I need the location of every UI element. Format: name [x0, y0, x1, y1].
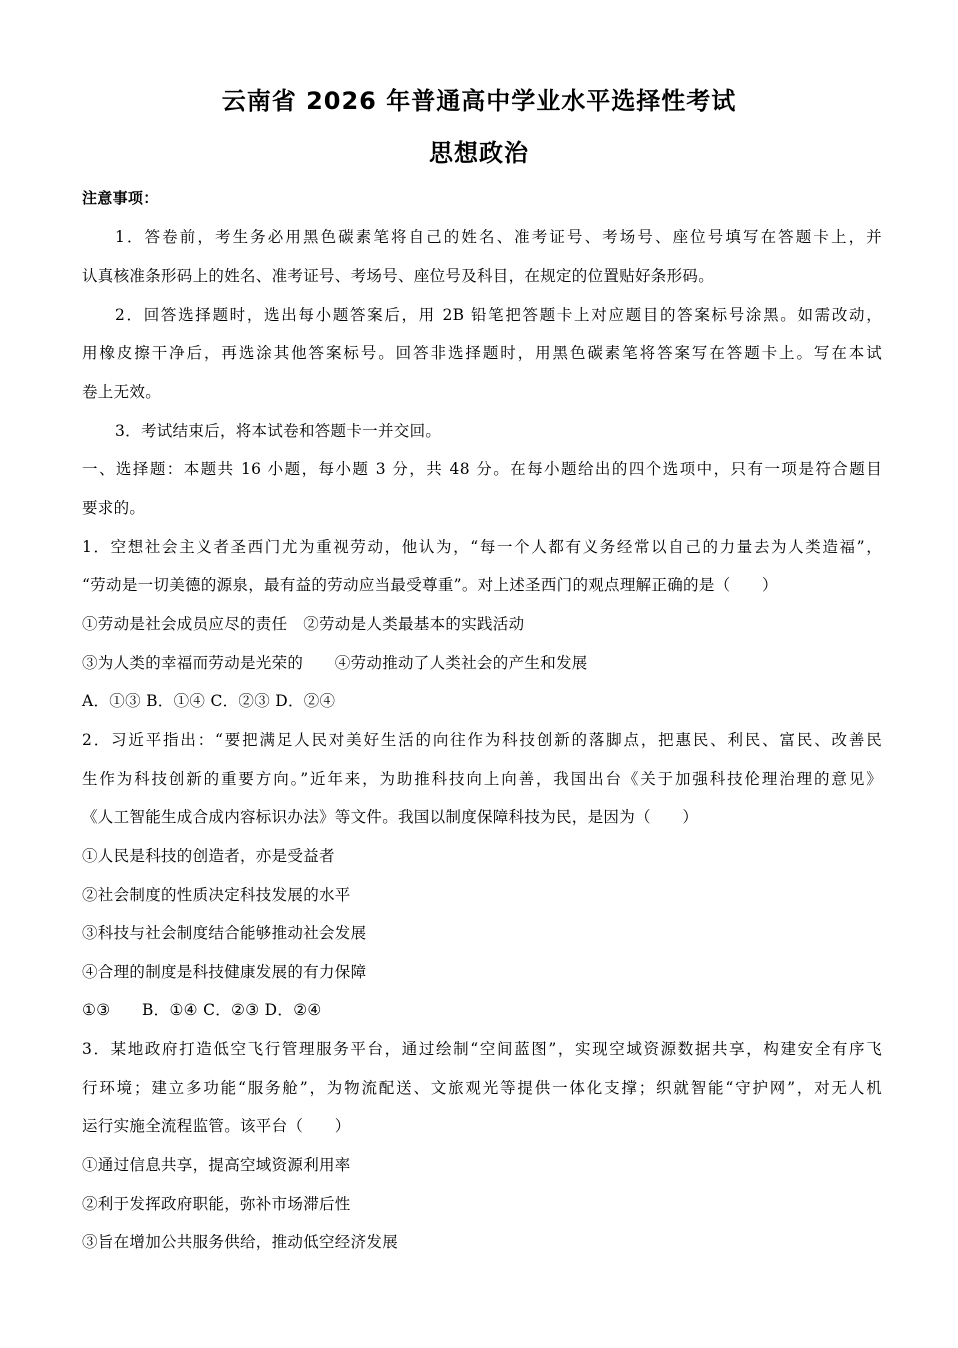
question-3-line-1: 3．某地政府打造低空飞行管理服务平台，通过绘制“空间蓝图”，实现空域资源数据共享，构建安全有序飞 [82, 1040, 882, 1058]
question-1-options-line-2: ③为人类的幸福而劳动是光荣的 ④劳动推动了人类社会的产生和发展 [82, 654, 588, 672]
question-1-line-2: “劳动是一切美德的源泉，最有益的劳动应当最受尊重”。对上述圣西门的观点理解正确的是（ ） [82, 576, 778, 594]
question-1-options-line-1: ①劳动是社会成员应尽的责任 ②劳动是人类最基本的实践活动 [82, 615, 525, 633]
notice-item-3: 3．考试结束后，将本试卷和答题卡一并交回。 [115, 422, 442, 440]
exam-title: 云南省 2026 年普通高中学业水平选择性考试 [221, 87, 737, 115]
question-3-option-2: ②利于发挥政府职能，弥补市场滞后性 [82, 1195, 351, 1213]
question-3-option-1: ①通过信息共享，提高空域资源利用率 [82, 1156, 351, 1174]
subject-title: 思想政治 [429, 139, 529, 167]
notice-item-1-line-1: 1．答卷前，考生务必用黑色碳素笔将自己的姓名、准考证号、考场号、座位号填写在答题卡上，并 [115, 228, 882, 246]
question-2-option-4: ④合理的制度是科技健康发展的有力保障 [82, 963, 367, 981]
question-2-line-2: 生作为科技创新的重要方向。”近年来，为助推科技向上向善，我国出台《关于加强科技伦理治理的意见》 [82, 770, 882, 788]
question-3-option-3: ③旨在增加公共服务供给，推动低空经济发展 [82, 1233, 399, 1251]
question-3-line-2: 行环境；建立多功能“服务舱”，为物流配送、文旅观光等提供一体化支撑；织就智能“守护网”，对无人机 [82, 1079, 882, 1097]
notice-item-2-line-1: 2．回答选择题时，选出每小题答案后，用 2B 铅笔把答题卡上对应题目的答案标号涂黑。如需改动， [115, 306, 882, 324]
question-2-line-3: 《人工智能生成合成内容标识办法》等文件。我国以制度保障科技为民，是因为（ ） [82, 808, 699, 826]
notice-item-2-line-2: 用橡皮擦干净后，再选涂其他答案标号。回答非选择题时，用黑色碳素笔将答案写在答题卡上。写在本试 [82, 344, 882, 362]
question-2-choices: ①③ B．①④ C．②③ D．②④ [82, 1001, 322, 1019]
section-1-instruction-line-2: 要求的。 [82, 499, 146, 517]
question-1-choices: A．①③ B．①④ C．②③ D．②④ [82, 692, 336, 710]
question-2-option-2: ②社会制度的性质决定科技发展的水平 [82, 886, 351, 904]
section-1-instruction-line-1: 一、选择题：本题共 16 小题，每小题 3 分，共 48 分。在每小题给出的四个选项中，只有一项是符合题目 [82, 460, 882, 478]
notice-item-1-line-2: 认真核准条形码上的姓名、准考证号、考场号、座位号及科目，在规定的位置贴好条形码。 [82, 267, 715, 285]
question-2-line-1: 2．习近平指出：“要把满足人民对美好生活的向往作为科技创新的落脚点，把惠民、利民、富民、改善民 [82, 731, 882, 749]
question-2-option-3: ③科技与社会制度结合能够推动社会发展 [82, 924, 367, 942]
notice-item-2-line-3: 卷上无效。 [82, 383, 162, 401]
question-3-line-3: 运行实施全流程监管。该平台（ ） [82, 1117, 351, 1135]
notice-heading: 注意事项： [82, 189, 159, 207]
question-1-line-1: 1．空想社会主义者圣西门尤为重视劳动，他认为，“每一个人都有义务经常以自己的力量去为人类造福”， [82, 538, 882, 556]
question-2-option-1: ①人民是科技的创造者，亦是受益者 [82, 847, 335, 865]
